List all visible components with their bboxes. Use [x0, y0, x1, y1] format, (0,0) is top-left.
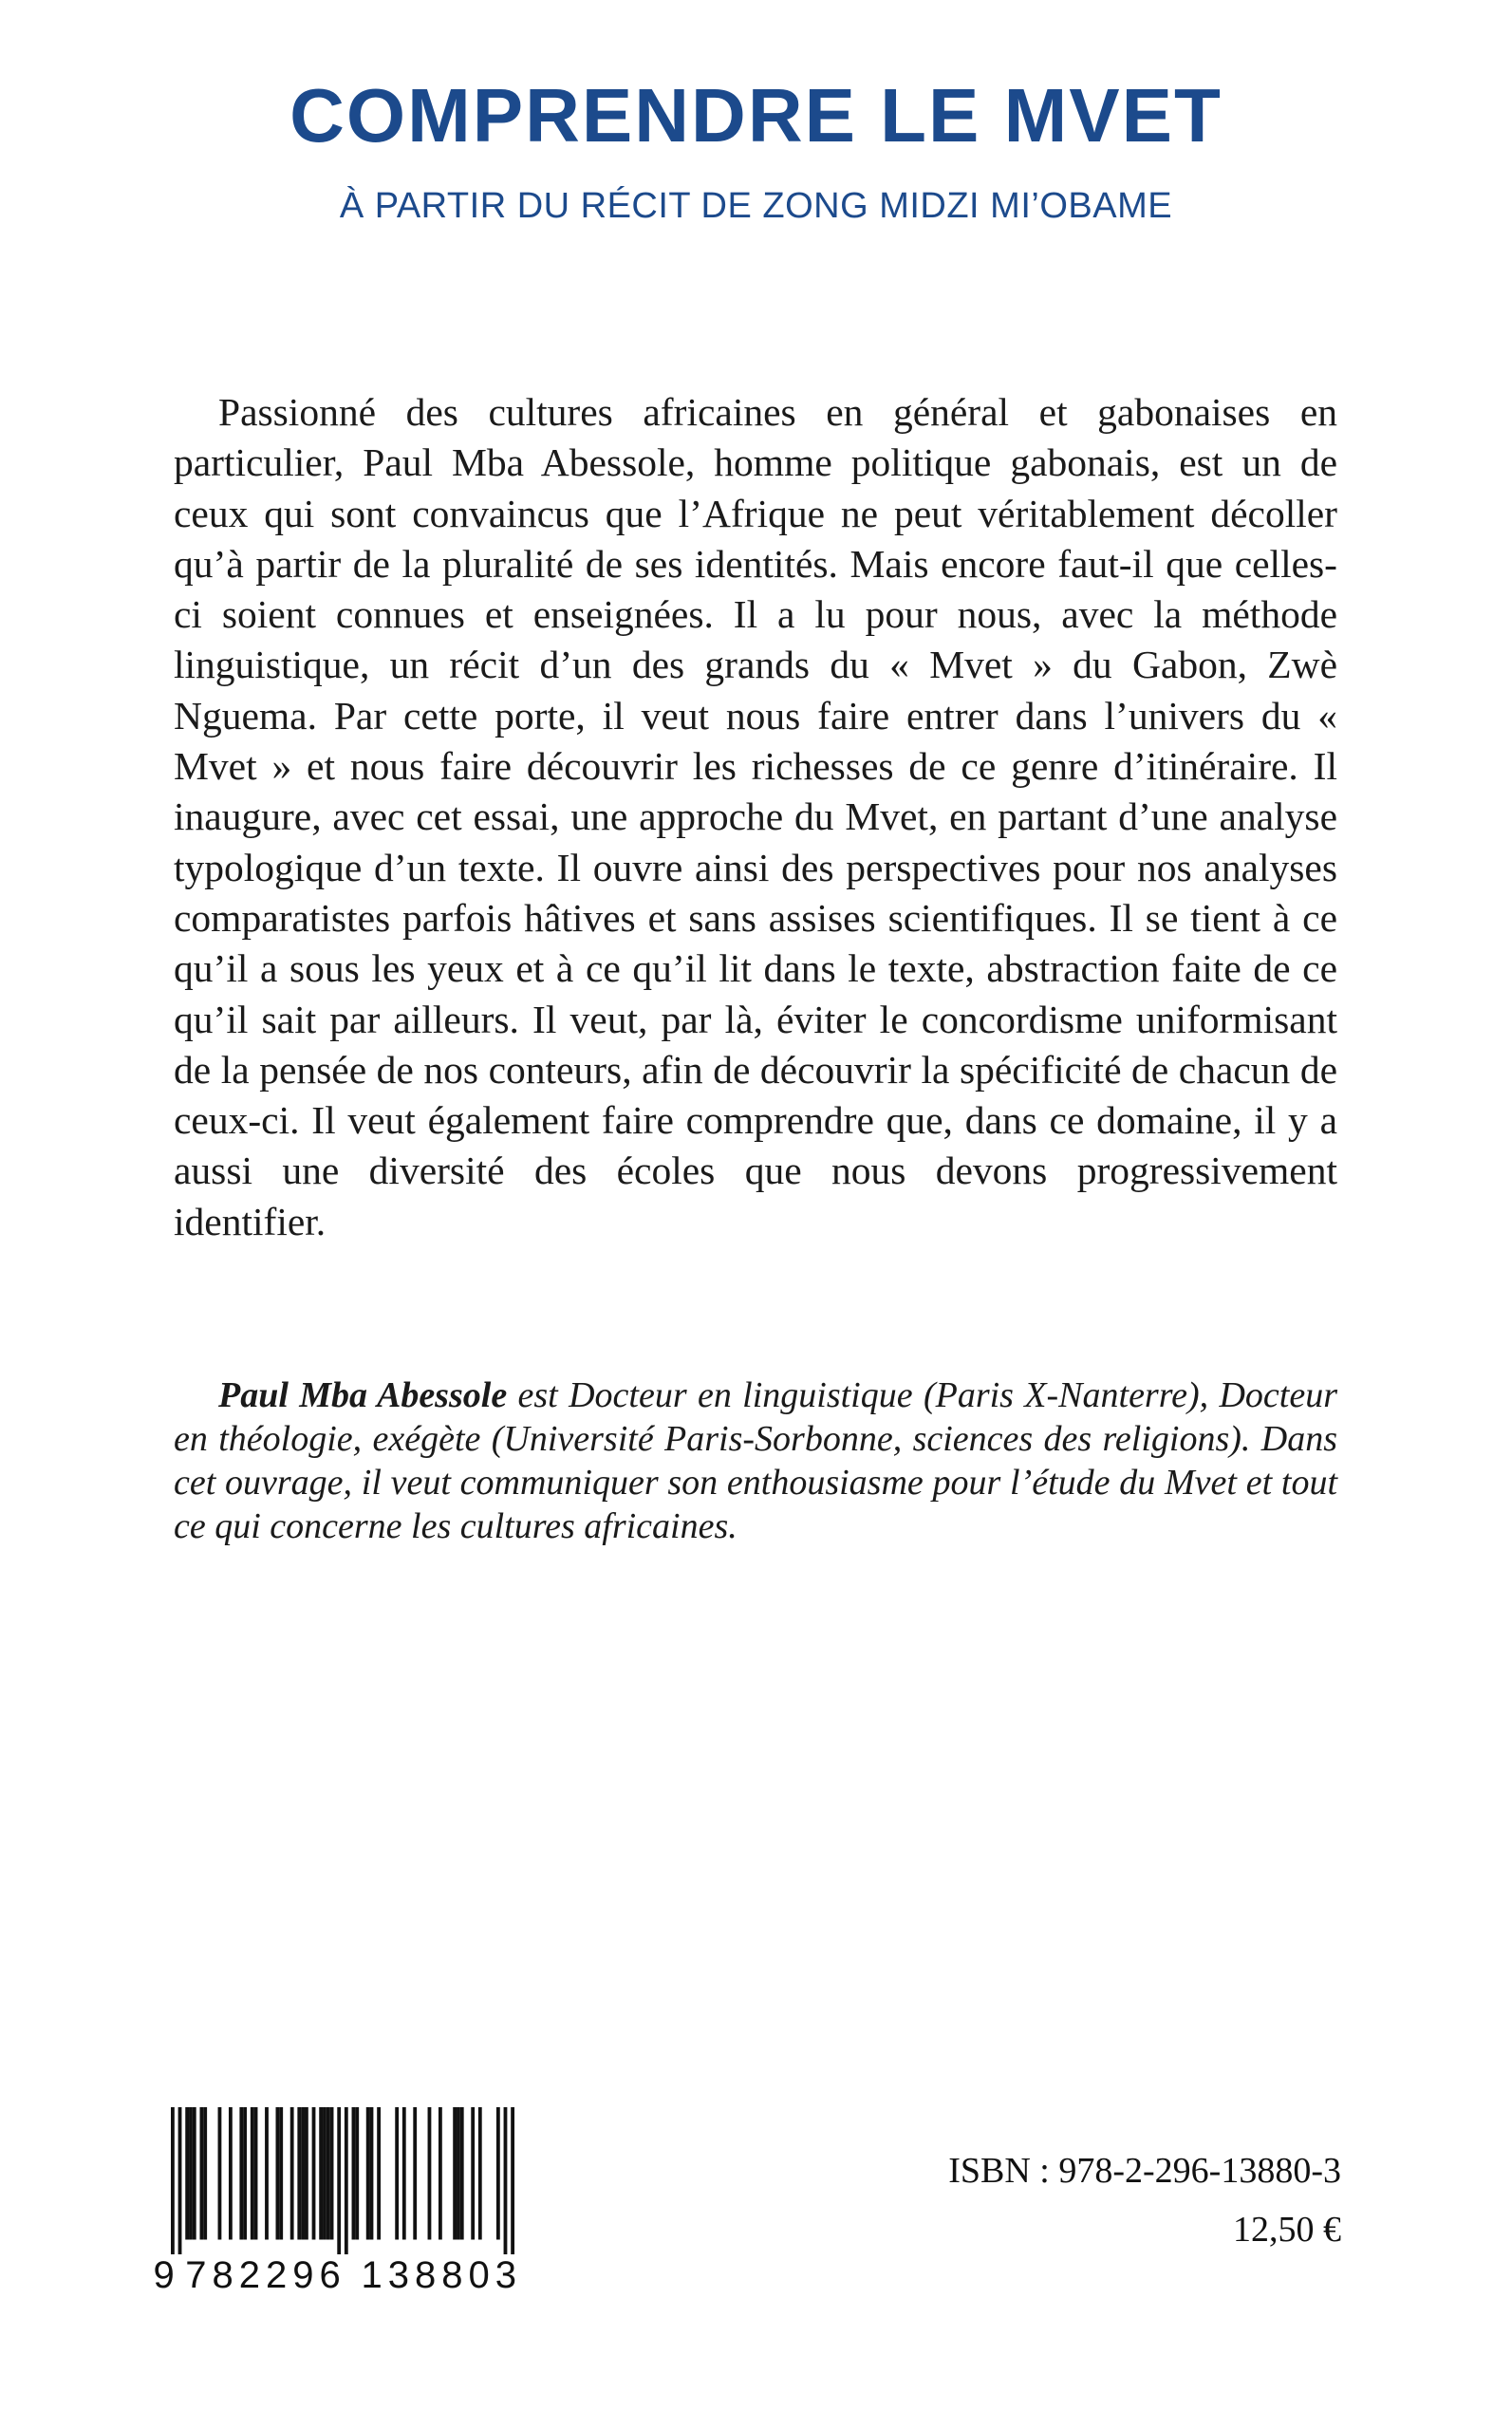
- barcode-bar: [413, 2107, 417, 2240]
- barcode-bar: [345, 2107, 348, 2254]
- barcode-bar: [185, 2107, 189, 2240]
- barcode-bar: [265, 2107, 269, 2240]
- author-bio-text: est Docteur en linguistique (Paris X-Nanterre), Docteur en théologie, exégète (Université Paris-Sorbonne, sciences des religions). Dans cet ouvrage, il veut communiquer son enthousiasme pour l’étude du Mvet et tout ce qui concerne les cultures africaines.: [174, 1375, 1337, 1546]
- book-title: COMPRENDRE LE MVET: [289, 73, 1223, 158]
- barcode-bar: [496, 2107, 500, 2240]
- barcode-bar: [193, 2107, 196, 2240]
- barcode-digits: [142, 2252, 522, 2298]
- barcode-bar: [251, 2107, 254, 2240]
- barcode-bar: [276, 2107, 280, 2240]
- price-label: 12,50 €: [1233, 2210, 1341, 2250]
- barcode-bar: [395, 2107, 399, 2240]
- barcode-bar: [189, 2107, 193, 2240]
- barcode-bar: [428, 2107, 432, 2240]
- barcode-bar: [279, 2107, 283, 2240]
- barcode-bar: [330, 2107, 334, 2240]
- barcode-bar: [171, 2107, 175, 2254]
- barcode-bar: [457, 2107, 460, 2240]
- author-bio: [174, 1373, 1337, 1548]
- barcode-bar: [453, 2107, 457, 2240]
- barcode-bar: [301, 2107, 305, 2240]
- author-name: Paul Mba Abessole: [218, 1375, 508, 1415]
- barcode-bar: [297, 2107, 301, 2240]
- barcode-bar: [460, 2107, 464, 2240]
- barcode-bar: [402, 2107, 406, 2240]
- isbn-number: ISBN : 978-2-296-13880-3: [948, 2151, 1341, 2191]
- barcode-bar: [355, 2107, 359, 2240]
- barcode-bar: [254, 2107, 258, 2240]
- barcode-bar: [218, 2107, 222, 2240]
- barcode-lead-digit: 9: [153, 2254, 175, 2296]
- barcode-group-2: 138803: [361, 2254, 522, 2296]
- barcode-bar: [229, 2107, 233, 2240]
- barcode-bar: [178, 2107, 182, 2254]
- barcode-bar: [327, 2107, 330, 2240]
- barcode-group-1: 782296: [185, 2254, 346, 2296]
- book-subtitle: À PARTIR DU RÉCIT DE ZONG MIDZI MI’OBAME: [339, 186, 1173, 226]
- barcode-bar: [319, 2107, 323, 2240]
- barcode-bar: [323, 2107, 327, 2240]
- barcode-bar: [305, 2107, 308, 2240]
- barcode-icon: [171, 2107, 514, 2254]
- barcode-bar: [239, 2107, 243, 2240]
- barcode-bar: [377, 2107, 381, 2240]
- barcode-bar: [439, 2107, 442, 2240]
- barcode-bar: [504, 2107, 508, 2254]
- barcode-bar: [203, 2107, 207, 2240]
- barcode-bar: [337, 2107, 341, 2254]
- barcode-bar: [243, 2107, 247, 2240]
- barcode-bar: [511, 2107, 514, 2254]
- barcode-bar: [471, 2107, 475, 2240]
- barcode-bar: [290, 2107, 294, 2240]
- back-cover-blurb: Passionné des cultures africaines en général et gabonaises en particulier, Paul Mba Abessole, homme politique gabonais, est un de ceux qui sont convaincus que l’Afrique ne peut véritablement décoller qu’à partir de la pluralité de ses identités. Mais encore faut-il que celles-ci soient connues et enseignées. Il a lu pour nous, avec la méthode linguistique, un récit d’un des grands du « Mvet » du Gabon, Zwè Nguema. Par cette porte, il veut nous faire entrer dans l’univers du « Mvet » et nous faire découvrir les richesses de ce genre d’itinéraire. Il inaugure, avec cet essai, une approche du Mvet, en partant d’une analyse typologique d’un texte. Il ouvre ainsi des perspectives pour nos analyses comparatistes parfois hâtives et sans assises scientifiques. Il se tient à ce qu’il a sous les yeux et à ce qu’il lit dans le texte, abstraction faite de ce qu’il sait par ailleurs. Il veut, par là, éviter le concordisme uniformisant de la pensée de nos conteurs, afin de découvrir la spécificité de chacun de ceux-ci. Il veut également faire comprendre que, dans ce domaine, il y a aussi une diversité des écoles que nous devons progressivement identifier.: [174, 390, 1337, 1243]
- barcode-bar: [370, 2107, 374, 2240]
- barcode-bar: [366, 2107, 370, 2240]
- barcode-bar: [352, 2107, 356, 2240]
- barcode-bar: [199, 2107, 203, 2240]
- barcode-bar: [478, 2107, 482, 2240]
- barcode-bar: [312, 2107, 316, 2240]
